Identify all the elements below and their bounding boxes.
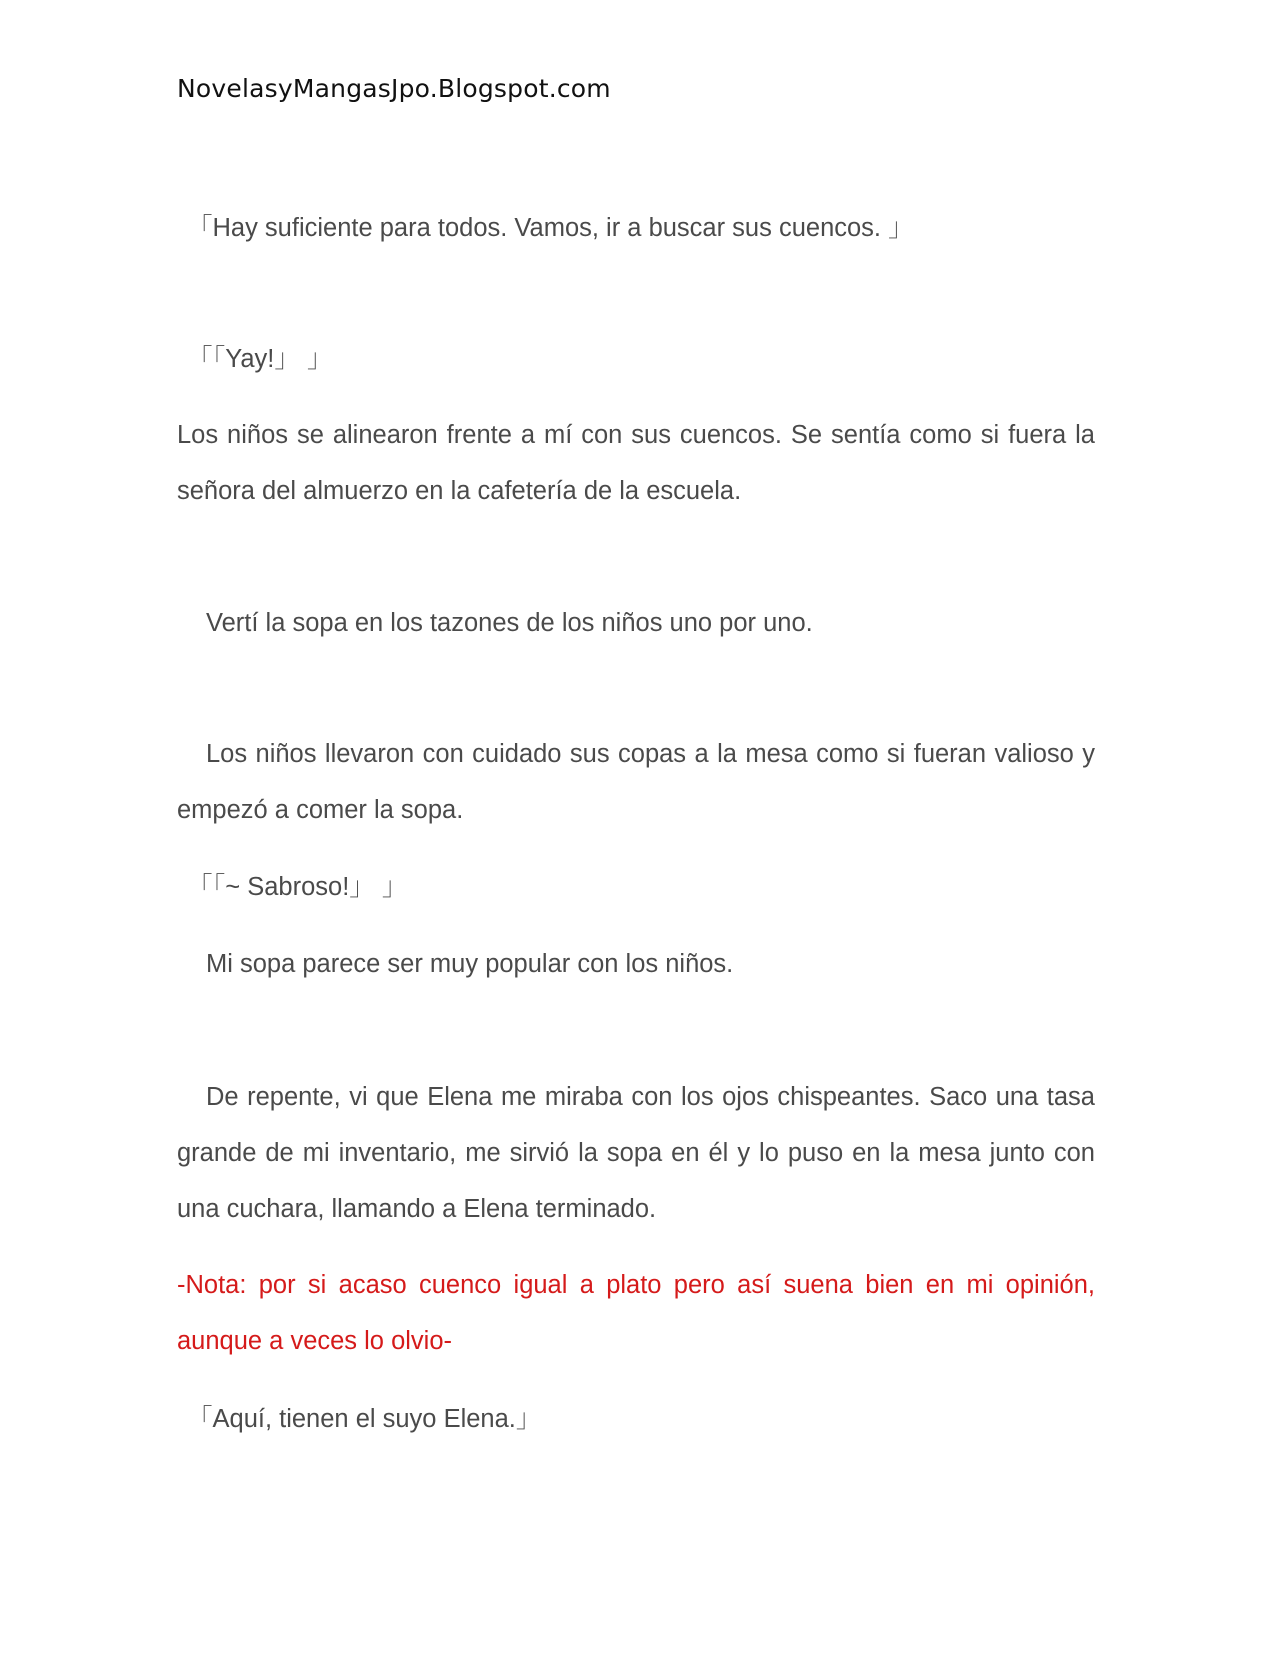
dialogue-paragraph: 「Hay suficiente para todos. Vamos, ir a buscar sus cuencos. 」 — [187, 214, 914, 242]
translator-note: -Nota: por si acaso cuenco igual a plato pero así suena bien en mi opinión, aunque a veces lo olvio- — [177, 1271, 1095, 1355]
dialogue-paragraph: 「「~ Sabroso!」 」 — [187, 873, 408, 901]
dialogue-paragraph: 「「Yay!」 」 — [187, 345, 333, 373]
site-header: NovelasyMangasJpo.Blogspot.com — [177, 74, 611, 103]
narration-paragraph: Los niños llevaron con cuidado sus copas a la mesa como si fueran valioso y empezó a comer la sopa. — [177, 740, 1095, 824]
narration-paragraph: De repente, vi que Elena me miraba con los ojos chispeantes. Saco una tasa grande de mi inventario, me sirvió la sopa en él y lo puso en la mesa junto con una cuchara, llamando a Elena terminado. — [177, 1083, 1095, 1223]
narration-paragraph: Vertí la sopa en los tazones de los niños uno por uno. — [206, 609, 813, 637]
narration-paragraph: Los niños se alinearon frente a mí con sus cuencos. Se sentía como si fuera la señora del almuerzo en la cafetería de la escuela. — [177, 421, 1095, 505]
narration-paragraph: Mi sopa parece ser muy popular con los niños. — [206, 950, 734, 978]
dialogue-paragraph: 「Aquí, tienen el suyo Elena.」 — [187, 1405, 542, 1433]
